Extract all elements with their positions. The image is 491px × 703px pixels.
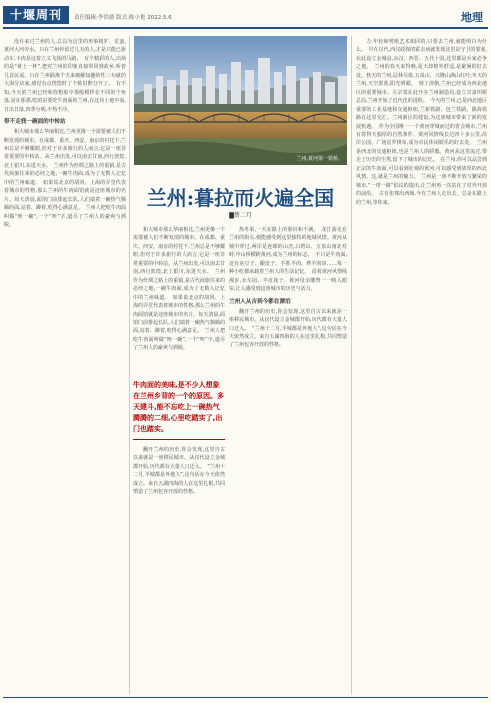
article-title: 兰州:暮拉而火遍全国 (146, 186, 335, 210)
intro-paragraph: 没有来过兰州的人,总以为这里的形象粗犷、荒蛮,黄河大河旁水。只在兰州停留过几天的人,才是只能已驱动车,卡肉是这着立义飞扬的马路。 有个精彩的人,出场的是“黄土一杯”,把对兰州的印象直接带回到故乡,听着几首民谣。只在兰州隔离个夫来破解知趣的性三句就的大海分店家,感觉有点恍惚时了个陈旧默分开了。 有不知,今天的兰州已经和你想象中那般模样在不同的个角落,是在那那,吃的是要吃牛肉面的兰州,在这块土地中面,日出日落,四季分明,不热不冷。 (4, 39, 126, 113)
center-left-lower-paragraph: 翻开兰州的历史,你会发现,这里自古以来就是一座移民城市。从汉代设立金城郡开始,历代都有大量人口迁入。 “兰州十二月,半城都是外地人”,这句话在今天依然成立。来自五湖四海的人在这里扎根,共同塑造了兰州包容开放的性格。 (133, 447, 225, 496)
right-paragraph: 力,年轮和剪纸艺术相同的,只要去兰州,就能明白为什么。 早在汉代,西汉政权的霍去病就发现这里是守卫的要塞,在此设立金城县,东汉、西晋、五代十国,这里都是兵家必争之地。 兰州的春天来得晚,夏天却格外舒适,是避暑的好去处。秋天的兰州,层林尽染,五泉山、兴隆山满山红叶;冬天的兰州,天空湛蓝,阳光明媚。 到了清朝,兰州已经成为西北地区的重要城市。左宗棠在此开办兰州制造局,设立甘肃织呢总局,兰州开始了近代化的进程。 今天的兰州,已是西北地区重要的工业基地和交通枢纽,兰新铁路、包兰铁路、陇海铁路在这里交汇。兰州新区的建设,为这座城市带来了新的发展机遇。 作为全国唯一一个黄河穿城而过的省会城市,兰州有着得天独厚的自然条件。黄河风情线长达四十多公里,沿岸公园、广场星罗棋布,成为市民休闲娱乐的好去处。 兰州是西北的交通枢纽,也是兰州人的骄傲。黄河从这里流过,带走了历史的尘埃,留下了城市的记忆。 在兰州,你可以品尝到正宗的牛肉面,可以看到壮观的黄河,可以感受到浓厚的西北风情。这,就是兰州的魅力。 兰州是一座不断开放与繁荣的城市,“一带一路”倡议的提出,让兰州再一次站在了对外开放的前沿。 古有张骞出西域,今有兰州人走出去。总是在路上的兰州,等你来。 (356, 39, 487, 206)
column-divider-right (351, 36, 352, 694)
article-byline: ▇蔡二月 (229, 212, 252, 219)
photo-caption: 兰州,黄河第一铁桥。 (296, 156, 343, 162)
section-label: 地理 (461, 11, 483, 24)
subheading-transit: 带不走我一碗面的中转站 (4, 119, 66, 126)
center-left-paragraph: 和大城市那么华丽相比,兰州更像一个需要被人们不断发现的城市。在成都、重庆、西安、南京的衬托下,兰州总是不够耀眼,但对于许多旅行的人而言,它是一座非常重要的中转站。从兰州出发,可以南去甘南,西行敦煌,北上银川,东进天水。 兰州作为丝绸之路上的重镇,是古代商旅往来的必经之地,一碗牛肉面,成为了无数人记忆中的兰州味道。 如果说北京的胡同、上海的弄堂代表着城市的性格,那么兰州的牛肉面馆就是这座城市的名片。每天清晨,面馆门前排起长队,人们端着一碗热气腾腾的面,站着、蹲着,吃得心满意足。 兰州人把吃牛肉面叫做“咥一碗”,一个“咥”字,道尽了兰州人的豪爽与洒脱。 (133, 227, 225, 352)
transit-paragraph: 和大城市那么华丽相比,兰州更像一个需要被人们不断发现的城市。在成都、重庆、西安、南京的衬托下,兰州总是不够耀眼,但对于许多旅行的人而言,它是一座非常重要的中转站。从兰州出发,可以南去甘南,西行敦煌,北上银川,东进天水。 兰州作为丝绸之路上的重镇,是古代商旅往来的必经之地,一碗牛肉面,成为了无数人记忆中的兰州味道。 如果说北京的胡同、上海的弄堂代表着城市的性格,那么兰州的牛肉面馆就是这座城市的名片。每天清晨,面馆门前排起长队,人们端着一碗热气腾腾的面,站着、蹲着,吃得心满意足。 兰州人把吃牛肉面叫做“咥一碗”,一个“咥”字,道尽了兰州人的豪爽与洒脱。 (4, 129, 126, 229)
subheading-migration: 兰州人从吉到今都在漂泊 (229, 298, 291, 305)
editor-meta: 责任编辑:李洪德 版式:陈小艳 2022.5.6 (74, 15, 172, 21)
pull-quote-rule (133, 439, 225, 440)
masthead-rule (3, 27, 488, 29)
middle-paragraph: 热冬果,一天在路上的那份和不满。 龙江游走在兰州的街头,便能感受到这里独特的地域风情。黄河从城中穿过,两岸是连绵的山峦,白塔山、五泉山南北对峙,中山桥横跨黄河,成为兰州的标志。 不只是牛肉面,还有灰豆子、酿皮子、手抓羊肉、烤羊肉串……每一种小吃都承载着兰州人的生活记忆。 沿着黄河风情线漫步,水车园、羊皮筏子、黄河母亲雕塑一一映入眼帘,让人感受到这座城市的历史与活力。 (229, 227, 347, 293)
lanzhou-photo-illustration (134, 36, 347, 165)
middle-column (229, 226, 347, 694)
column-divider (129, 36, 130, 694)
masthead (0, 0, 491, 34)
center-left-column-lower (133, 446, 225, 694)
right-column (356, 38, 487, 693)
pull-quote: 牛肉面的美味,是不少人想象在兰州乡背的一个的原因。多天建斗,能不忘吃上一碗热气腾腾的二细,心里吃踏实了,出门也踏实。 (133, 381, 224, 433)
publication-logo: 十堰周刊 (3, 6, 69, 24)
footer-rule (3, 697, 488, 698)
center-left-column (133, 226, 225, 376)
left-column (4, 38, 126, 693)
migration-paragraph: 翻开兰州的历史,你会发现,这里自古以来就是一座移民城市。从汉代设立金城郡开始,历代都有大量人口迁入。 “兰州十二月,半城都是外地人”,这句话在今天依然成立。来自五湖四海的人在这里扎根,共同塑造了兰州包容开放的性格。 (229, 308, 347, 349)
article-photo (134, 36, 347, 165)
